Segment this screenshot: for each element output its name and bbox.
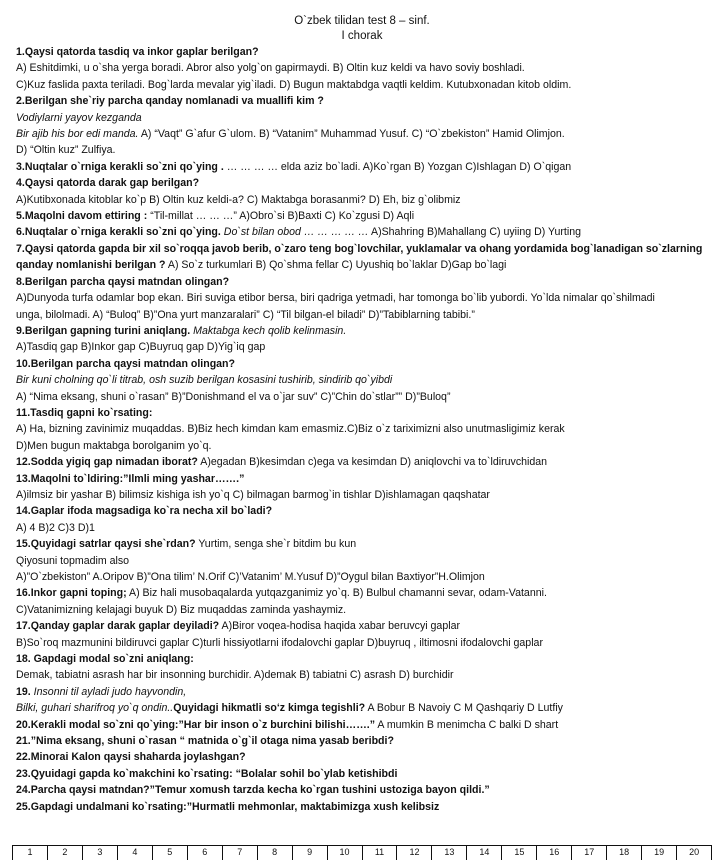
text-line <box>16 372 708 388</box>
answer-grid-cell: 19 <box>641 846 676 860</box>
text-segment: 12.Sodda yigiq gap nimadan iborat? <box>16 456 198 469</box>
text-segment: “Til-millat … … …” A)Obro`si B)Baxti C) Ko`zgusi D) Aqli <box>147 210 415 223</box>
text-line <box>16 503 708 519</box>
text-segment: Do`st bilan obod … … … … … <box>220 226 369 239</box>
text-line <box>16 717 708 733</box>
text-line <box>16 290 708 306</box>
text-line <box>16 700 708 716</box>
answer-grid-cell: 11 <box>362 846 397 860</box>
text-segment: 18. Gapdagi modal so`zni aniqlang: <box>16 653 194 666</box>
text-segment: … … … … elda aziz bo`ladi. A)Ko`rgan B) Yozgan C)Ishlagan D) O`qigan <box>223 160 572 173</box>
answer-grid-cell: 1 <box>12 846 47 860</box>
text-line <box>16 208 708 224</box>
text-line <box>16 405 708 421</box>
text-line <box>16 257 708 273</box>
answer-grid-cell: 8 <box>257 846 292 860</box>
text-segment: Insonni til ayladi judo hayvondin, <box>33 685 187 698</box>
answer-grid-cell: 9 <box>292 846 327 860</box>
answer-grid-cell: 20 <box>676 846 712 860</box>
text-segment: Maktabga kech qolib kelinmasin. <box>190 324 347 337</box>
text-segment: A)Tasdiq gap B)Inkor gap C)Buyruq gap D)Yig`iq gap <box>16 341 266 354</box>
text-segment: 17.Qanday gaplar darak gaplar deyiladi? <box>16 620 220 633</box>
text-segment: 14.Gaplar ifoda magsadiga ko`ra necha xil bo`ladi? <box>16 505 273 518</box>
text-line <box>16 356 708 372</box>
answer-grid-cell: 6 <box>187 846 222 860</box>
text-line <box>16 307 708 323</box>
text-line <box>16 224 708 240</box>
text-segment: 19. <box>16 685 34 698</box>
text-line <box>16 438 708 454</box>
text-segment: A) Biz hali musobaqalarda yutqazganimiz yo`q. B) Bulbul chamanni sevar, odam-Vatanni. <box>126 587 547 600</box>
text-segment: C)Vatanimizning kelajagi buyuk D) Biz muqaddas zaminda yashaymiz. <box>16 603 347 616</box>
text-segment: A)Dunyoda turfa odamlar bop ekan. Biri suviga etibor bersa, biri qadriga yetmadi, har tomonga bo`lib yubordi. Yo`lda nimalar qo`shilmadi <box>16 292 655 305</box>
answer-grid-cell: 16 <box>536 846 571 860</box>
text-line <box>16 77 708 93</box>
text-line <box>16 618 708 634</box>
text-line <box>16 389 708 405</box>
text-line <box>16 553 708 569</box>
text-segment: A)”O`zbekiston” A.Oripov B)”Ona tilim’ N.Orif C)’Vatanim’ M.Yusuf D)”Oygul bilan Baxtiyor”H.Olimjon <box>16 571 485 583</box>
text-line <box>16 175 708 191</box>
answer-grid-cell: 10 <box>327 846 362 860</box>
answer-grid-cell: 3 <box>82 846 117 860</box>
text-segment: unga, bilolmadi. A) “Buloq” B)”Ona yurt manzaralari” C) “Til bilgan-el biladi” D)”Tabiblarning tabibi.” <box>16 308 475 321</box>
text-segment: A)egadan B)kesimdan c)ega va kesimdan D) aniqlovchi va to`ldiruvchidan <box>197 456 548 469</box>
text-line <box>16 667 708 683</box>
text-line <box>16 749 708 765</box>
answer-grid-cell: 5 <box>152 846 187 860</box>
text-line <box>16 602 708 618</box>
text-segment: 2.Berilgan she`riy parcha qanday nomlanadi va muallifi kim ? <box>16 95 324 108</box>
text-segment: A)Kutibxonada kitoblar ko`p B) Oltin kuz keldi-a? C) Maktabga borasanmi? D) Eh, biz g`olibmiz <box>16 193 461 206</box>
answer-grid-cell: 17 <box>571 846 606 860</box>
text-segment: A Bobur B Navoiy C M Qashqariy D Lutfiy <box>365 702 563 715</box>
text-line <box>16 339 708 355</box>
text-segment: 23.Qyuidagi gapda ko`makchini ko`rsating: “Bolalar sohil bo`ylab ketishibdi <box>16 767 398 780</box>
text-segment: 6.Nuqtalar o`rniga kerakli so`zni qo`ying. <box>16 226 221 239</box>
text-line <box>16 93 708 109</box>
text-line <box>16 487 708 503</box>
text-segment: 24.Parcha qaysi matndan?”Temur xomush tarzda kecha ko`rgan tushini ustoziga bayon qildi.” <box>16 784 490 797</box>
text-segment: 4.Qaysi qatorda darak gap berilgan? <box>16 177 200 190</box>
text-segment: Bilki, guhari sharifroq yo`q ondin.. <box>16 702 174 715</box>
text-segment: Yurtim, senga she`r bitdim bu kun <box>195 538 357 551</box>
text-line <box>16 241 708 257</box>
text-segment: qanday nomlanishi berilgan ? <box>16 259 166 272</box>
text-line <box>16 126 708 142</box>
text-segment: Bir ajib his bor edi manda. <box>16 128 139 141</box>
text-segment: 7.Qaysi qatorda gapda bir xil so`roqqa javob berib, o`zaro teng bog`lovchilar, yuklamalar va ohang yordamida bog`lanadigan so`zlarning <box>16 242 703 255</box>
answer-grid-cell: 13 <box>431 846 466 860</box>
text-line <box>16 471 708 487</box>
text-line <box>16 782 708 798</box>
text-line <box>16 635 708 651</box>
answer-grid-cell: 4 <box>117 846 152 860</box>
text-segment: 5.Maqolni davom ettiring : <box>16 210 148 223</box>
text-segment: Quyidagi hikmatli so‘z kimga tegishli? <box>173 702 366 715</box>
answer-grid-cell: 12 <box>396 846 431 860</box>
answer-grid-cell: 7 <box>222 846 257 860</box>
questions-list <box>16 44 708 815</box>
text-segment: B)So`roq mazmunini bildiruvci gaplar C)turli hissiyotlarni ifodalovchi gaplar D)buyruq , iltimosni ifodalovchi gaplar <box>16 636 543 649</box>
text-segment: A) Ha, bizning zavinimiz muqaddas. B)Biz hech kimdan kam emasmiz.C)Biz o`z tariximizni also unutmasligimiz kerak <box>16 423 565 436</box>
text-segment: A)ilmsiz bir yashar B) bilimsiz kishiga ish yo`q C) bilmagan barmog`in tishlar D)ishlamagan qaqshatar <box>16 488 490 501</box>
answer-grid-cell: 18 <box>606 846 641 860</box>
text-line <box>16 520 708 536</box>
quarter-label: I chorak <box>341 30 383 42</box>
text-segment: Demak, tabiatni asrash har bir insonning burchidir. A)demak B) tabiatni C) asrash D) burchidir <box>16 669 454 682</box>
text-line <box>16 274 708 290</box>
text-segment: A) So`z turkumlari B) Qo`shma fellar C) Uyushiq bo`laklar D)Gap bo`lagi <box>165 259 507 272</box>
text-line <box>16 159 708 175</box>
text-segment: 15.Quyidagi satrlar qaysi she`rdan? <box>16 538 196 551</box>
test-title: O`zbek tilidan test 8 – sinf. <box>294 15 430 27</box>
text-line <box>16 536 708 552</box>
text-segment: Bir kuni cholning qo`li titrab, osh suzib berilgan kosasini tushirib, sindirib qo`yibdi <box>16 374 393 387</box>
text-segment: 9.Berilgan gapning turini aniqlang. <box>16 324 191 337</box>
text-segment: A) “Vaqt” G`afur G`ulom. B) “Vatanim” Muhammad Yusuf. C) “O`zbekiston” Hamid Olimjon. <box>138 128 565 141</box>
text-segment: 11.Tasdiq gapni ko`rsating: <box>16 406 153 419</box>
text-line <box>16 454 708 470</box>
text-line <box>16 766 708 782</box>
text-line <box>16 651 708 667</box>
text-segment: A) Eshitdimki, u o`sha yerga boradi. Abror also yolg`on gapirmaydi. B) Oltin kuz keldi va havo soviy boshladi. <box>16 62 525 75</box>
text-segment: Vodiylarni yayov kezganda <box>16 111 142 124</box>
text-line <box>16 733 708 749</box>
text-segment: A)Shahring B)Mahallang C) uyiing D) Yurting <box>368 226 582 239</box>
text-line <box>16 421 708 437</box>
text-line <box>16 585 708 601</box>
answer-grid-cell: 2 <box>47 846 82 860</box>
text-line <box>16 684 708 700</box>
text-segment: 10.Berilgan parcha qaysi matndan olingan? <box>16 357 235 370</box>
answer-grid-cell: 15 <box>501 846 536 860</box>
text-segment: A mumkin B menimcha C balki D shart <box>375 718 559 731</box>
text-segment: D)Men bugun maktabga borolganim yo`q. <box>16 439 212 452</box>
text-segment: C)Kuz faslida paxta teriladi. Bog`larda mevalar yig`iladi. D) Bugun maktabdga vaqtli keldim. Kutubxonadan kitob oldim. <box>16 78 572 91</box>
text-segment: 8.Berilgan parcha qaysi matndan olingan? <box>16 275 230 288</box>
text-segment: A) “Nima eksang, shuni o`rasan” B)”Donishmand el va o`jar suv” C)”Chin do`stlar”” D)”Buloq” <box>16 390 451 403</box>
text-segment: 16.Inkor gapni toping; <box>16 587 127 600</box>
text-line <box>16 323 708 339</box>
text-segment: Qiyosuni topmadim also <box>16 554 130 567</box>
text-line <box>16 192 708 208</box>
text-line <box>16 799 708 815</box>
text-line <box>16 44 708 60</box>
answer-grid-cell: 14 <box>466 846 501 860</box>
text-segment: A)Biror voqea-hodisa haqida xabar beruvcyi gaplar <box>219 620 460 633</box>
text-line <box>16 110 708 126</box>
text-line <box>16 142 708 158</box>
text-segment: 3.Nuqtalar o`rniga kerakli so`zni qo`ying . <box>16 160 224 173</box>
text-line <box>16 569 708 585</box>
text-segment: 25.Gapdagi undalmani ko`rsating:”Hurmatli mehmonlar, maktabimizga xush kelibsiz <box>16 800 440 813</box>
text-segment: 1.Qaysi qatorda tasdiq va inkor gaplar berilgan? <box>16 46 259 58</box>
text-segment: 21.”Nima eksang, shuni o`rasan “ matnida o`g`il otaga nima yasab beribdi? <box>16 735 394 748</box>
text-segment: 20.Kerakli modal so`zni qo`ying:”Har bir inson o`z burchini bilishi…….” <box>16 718 376 731</box>
text-segment: 22.Minorai Kalon qaysi shaharda joylashgan? <box>16 751 246 764</box>
text-segment: A) 4 B)2 C)3 D)1 <box>16 521 95 534</box>
text-segment: 13.Maqolni to`ldiring:”Ilmli ming yashar…….” <box>16 472 245 485</box>
text-line <box>16 60 708 76</box>
text-segment: D) “Oltin kuz” Zulfiya. <box>16 144 116 157</box>
